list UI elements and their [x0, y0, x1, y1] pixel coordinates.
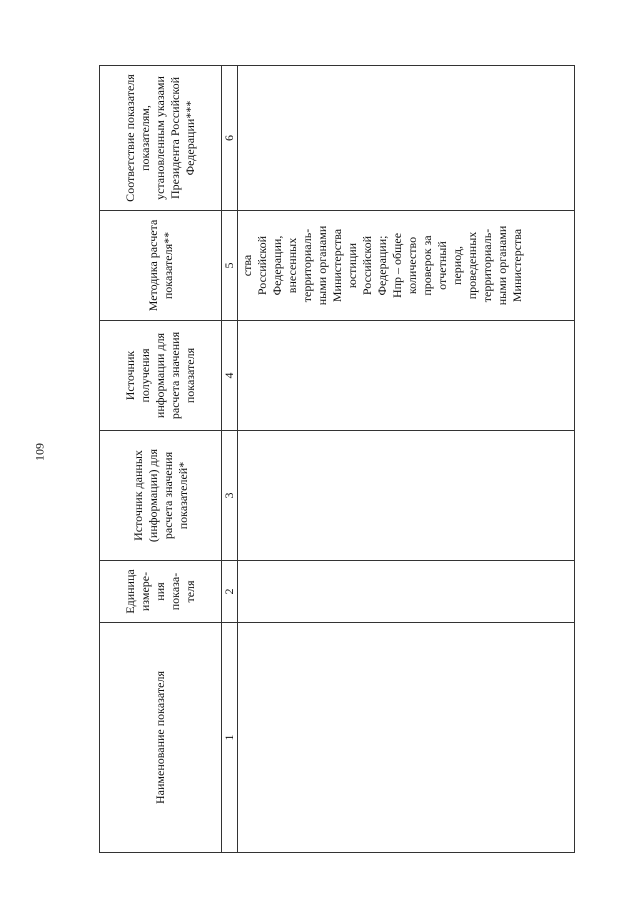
cell-info-source: [237, 321, 574, 431]
column-numbers-row: [222, 66, 238, 853]
column-number-2: 2: [222, 561, 238, 623]
column-number-4: 4: [222, 321, 238, 431]
table-header-row: [100, 66, 222, 853]
header-info-source: Источник получения информации для расчета значения показателя: [100, 321, 222, 431]
page-number: 109: [32, 443, 47, 461]
column-number-6: 6: [222, 66, 238, 211]
header-indicator-name: Наименование показателя: [100, 623, 222, 853]
table-row: [237, 66, 574, 853]
cell-compliance: [237, 66, 574, 211]
cell-method: ства Российской Федерации, внесенных территориаль- ными органами Министерства юстиции Российской Федерации; Нпр – общее количество проверок за отчетный период, проведенных территориаль- ными органами Министерства: [237, 211, 574, 321]
column-number-3: 3: [222, 431, 238, 561]
header-unit: Единица измере-ния показа-теля: [100, 561, 222, 623]
header-compliance: Соответствие показателя показателям, установленным указами Президента Российской Федерации***: [100, 66, 222, 211]
column-number-1: 1: [222, 623, 238, 853]
column-number-5: 5: [222, 211, 238, 321]
header-method: Методика расчета показателя**: [100, 211, 222, 321]
cell-indicator-name: [237, 623, 574, 853]
cell-unit: [237, 561, 574, 623]
indicator-table: [99, 65, 575, 853]
header-data-source: Источник данных (информации) для расчета значения показателей*: [100, 431, 222, 561]
cell-data-source: [237, 431, 574, 561]
